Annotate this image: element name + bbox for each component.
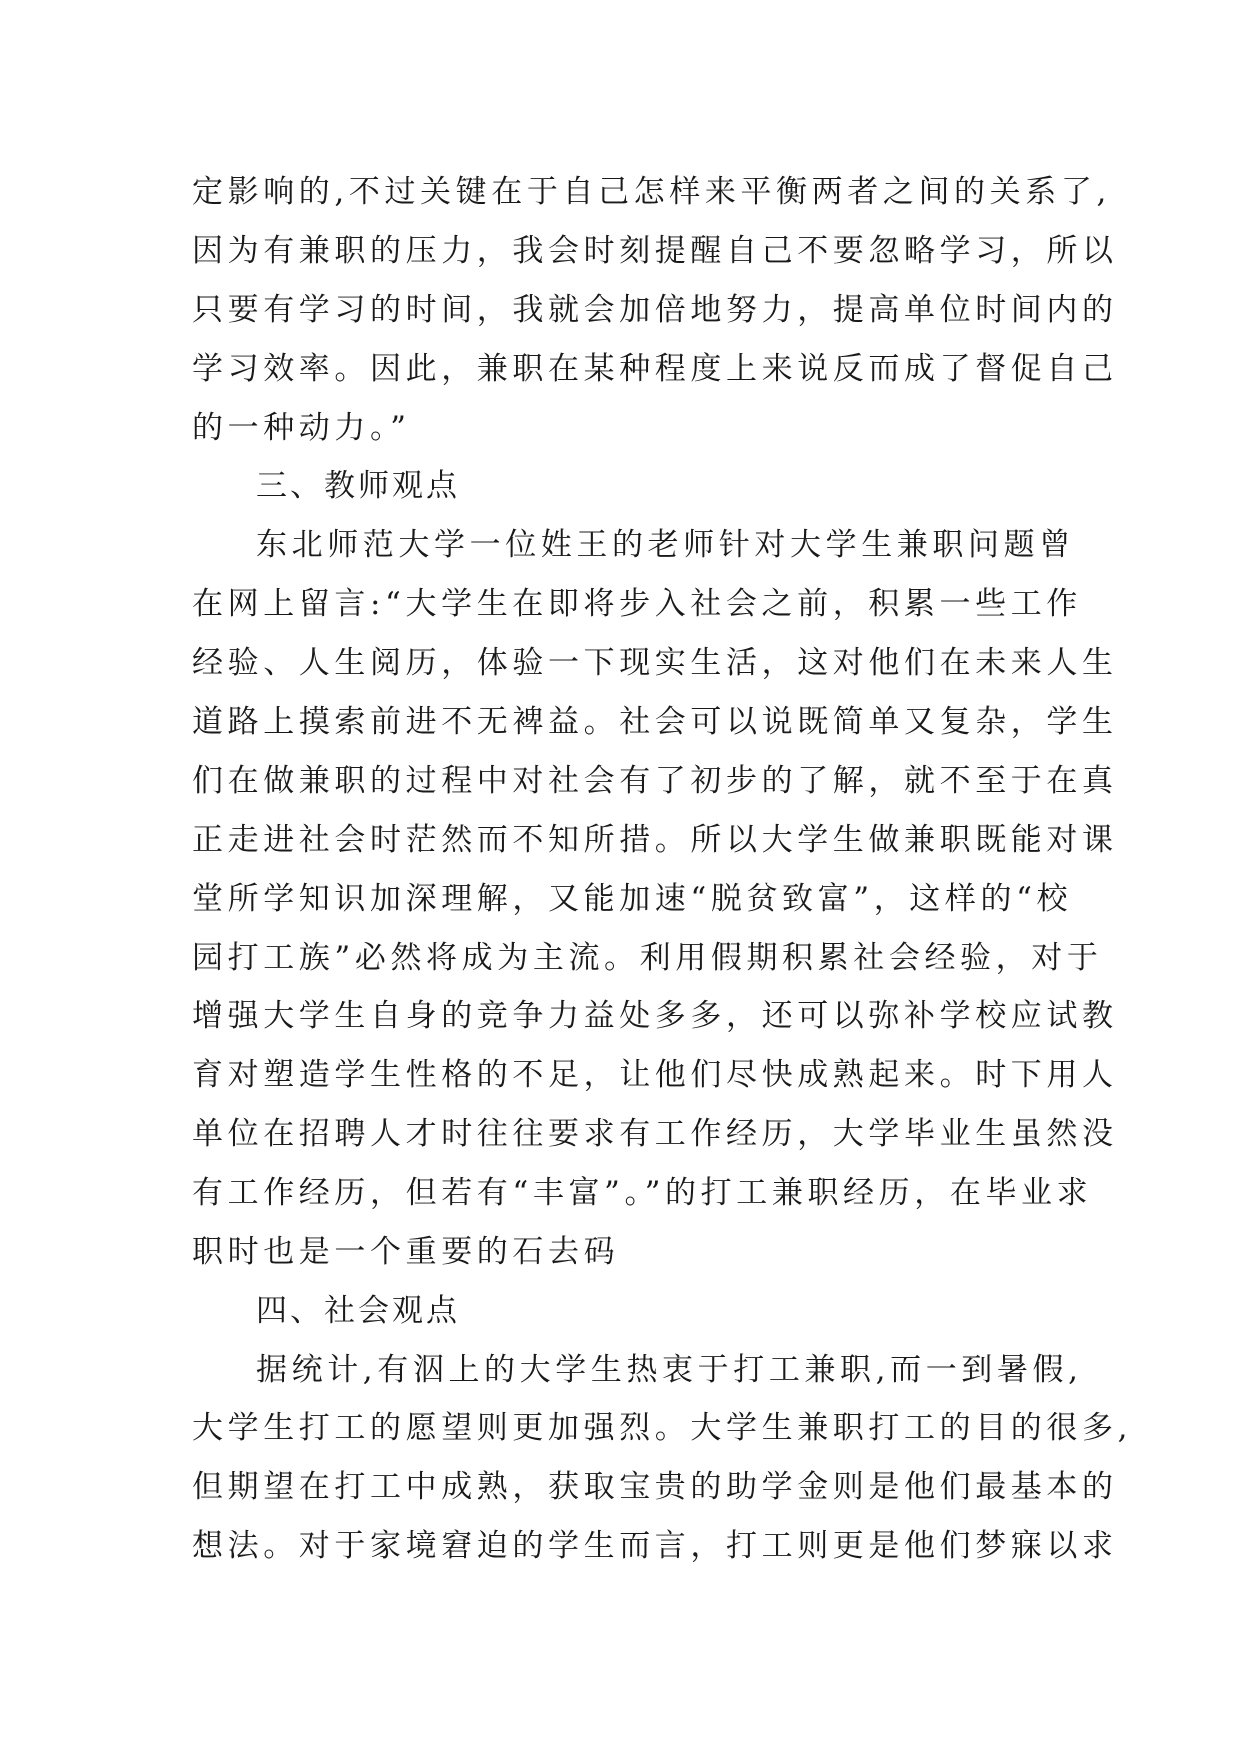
text-line: 大学生打工的愿望则更加强烈。大学生兼职打工的目的很多, (192, 1410, 1133, 1446)
text-line: 们在做兼职的过程中对社会有了初步的了解，就不至于在真 (192, 763, 1118, 799)
section-heading-teacher-view: 三、教师观点 (256, 468, 460, 504)
text-line: 堂所学知识加深理解，又能加速“脱贫致富”，这样的“校 (192, 881, 1073, 917)
text-line: 在网上留言:“大学生在即将步入社会之前，积累一些工作 (192, 586, 1082, 622)
text-line: 道路上摸索前进不无裨益。社会可以说既简单又复杂，学生 (192, 704, 1118, 740)
text-line: 只要有学习的时间，我就会加倍地努力，提高单位时间内的 (192, 292, 1118, 328)
text-line: 学习效率。因此，兼职在某种程度上来说反而成了督促自己 (192, 351, 1118, 387)
text-line: 定影响的,不过关键在于自己怎样来平衡两者之间的关系了, (192, 174, 1111, 210)
text-line: 想法。对于家境窘迫的学生而言，打工则更是他们梦寐以求 (192, 1528, 1118, 1564)
text-line: 有工作经历，但若有“丰富”。”的打工兼职经历，在毕业求 (192, 1175, 1093, 1211)
text-line: 的一种动力。” (192, 410, 411, 446)
text-line: 职时也是一个重要的石去码 (192, 1234, 620, 1270)
text-line: 据统计,有泅上的大学生热衷于打工兼职,而一到暑假, (256, 1352, 1083, 1388)
text-line: 园打工族”必然将成为主流。利用假期积累社会经验，对于 (192, 940, 1103, 976)
text-line: 因为有兼职的压力，我会时刻提醒自己不要忽略学习，所以 (192, 233, 1118, 269)
text-line: 增强大学生自身的竞争力益处多多，还可以弥补学校应试教 (192, 998, 1118, 1034)
text-line: 育对塑造学生性格的不足，让他们尽快成熟起来。时下用人 (192, 1057, 1118, 1093)
text-line: 经验、人生阅历，体验一下现实生活，这对他们在未来人生 (192, 645, 1118, 681)
text-line: 单位在招聘人才时往往要求有工作经历，大学毕业生虽然没 (192, 1116, 1118, 1152)
text-line: 正走进社会时茫然而不知所措。所以大学生做兼职既能对课 (192, 822, 1118, 858)
section-heading-society-view: 四、社会观点 (256, 1293, 460, 1329)
text-line: 但期望在打工中成熟，获取宝贵的助学金则是他们最基本的 (192, 1469, 1118, 1505)
text-line: 东北师范大学一位姓王的老师针对大学生兼职问题曾 (256, 527, 1075, 563)
